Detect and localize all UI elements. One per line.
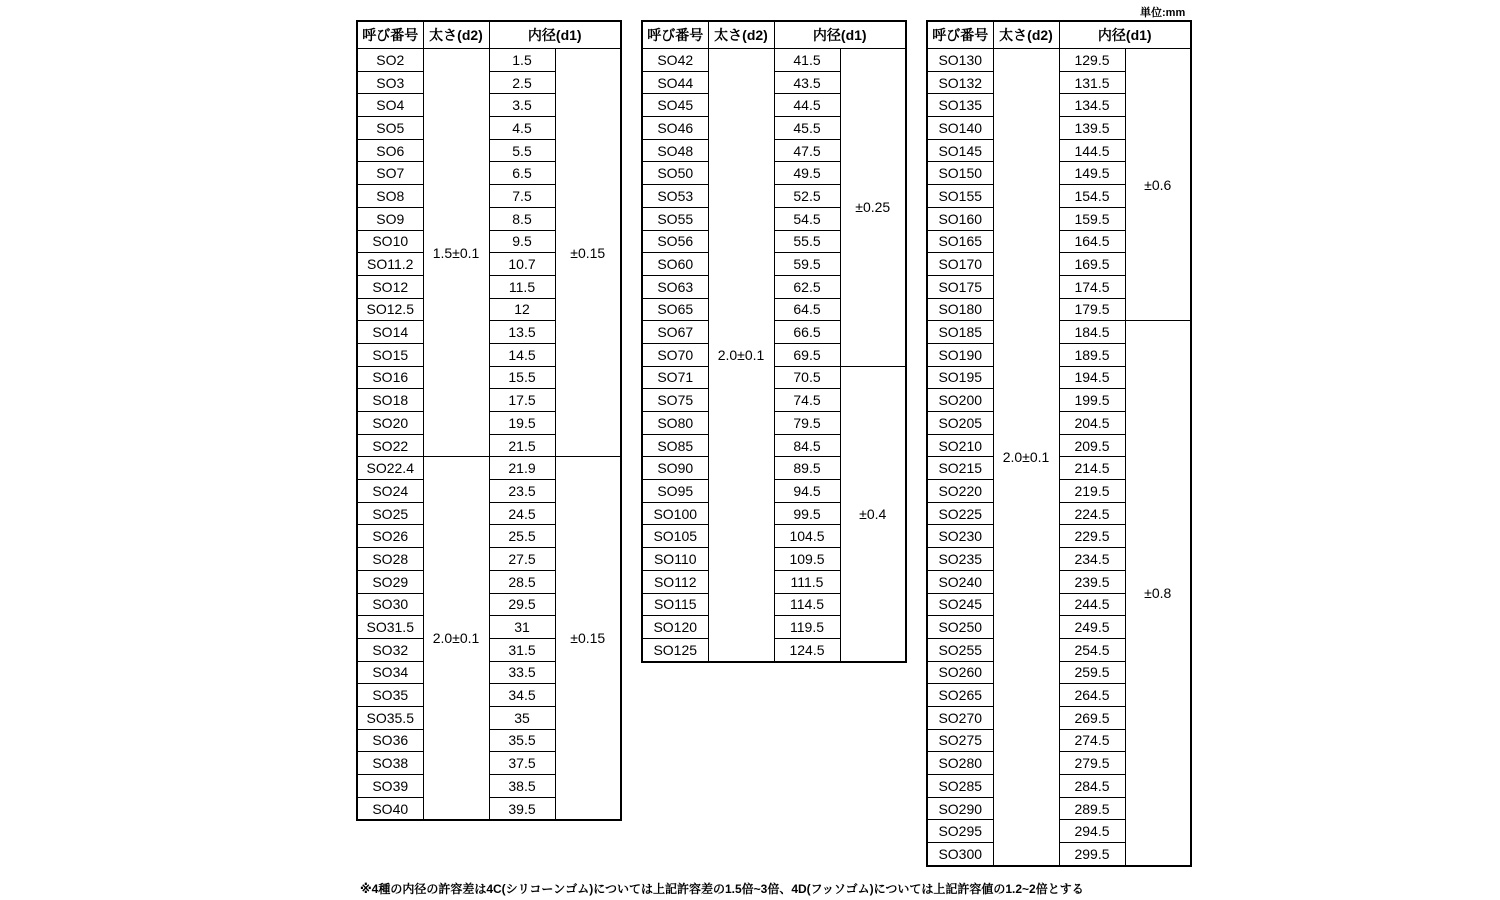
nominal-cell: SO265 [927, 684, 993, 707]
header-nominal: 呼び番号 [927, 21, 993, 49]
inner-diameter-cell: 27.5 [489, 548, 555, 571]
nominal-cell: SO5 [357, 117, 423, 140]
inner-diameter-cell: 259.5 [1059, 661, 1125, 684]
nominal-cell: SO115 [642, 593, 708, 616]
inner-diameter-cell: 279.5 [1059, 752, 1125, 775]
nominal-cell: SO36 [357, 729, 423, 752]
nominal-cell: SO6 [357, 139, 423, 162]
nominal-cell: SO3 [357, 71, 423, 94]
inner-diameter-cell: 23.5 [489, 480, 555, 503]
table-header-row [357, 21, 621, 49]
inner-diameter-cell: 79.5 [774, 412, 840, 435]
inner-diameter-cell: 25.5 [489, 525, 555, 548]
nominal-cell: SO275 [927, 729, 993, 752]
nominal-cell: SO9 [357, 207, 423, 230]
inner-diameter-cell: 33.5 [489, 661, 555, 684]
inner-diameter-cell: 109.5 [774, 548, 840, 571]
nominal-cell: SO120 [642, 616, 708, 639]
nominal-cell: SO50 [642, 162, 708, 185]
inner-diameter-cell: 7.5 [489, 185, 555, 208]
nominal-cell: SO140 [927, 117, 993, 140]
header-nominal: 呼び番号 [357, 21, 423, 49]
inner-diameter-cell: 69.5 [774, 343, 840, 366]
nominal-cell: SO235 [927, 548, 993, 571]
header-nominal: 呼び番号 [642, 21, 708, 49]
thickness-cell: 2.0±0.1 [993, 49, 1059, 866]
header-thickness: 太さ(d2) [708, 21, 774, 49]
nominal-cell: SO95 [642, 480, 708, 503]
nominal-cell: SO4 [357, 94, 423, 117]
inner-diameter-cell: 55.5 [774, 230, 840, 253]
inner-diameter-cell: 169.5 [1059, 253, 1125, 276]
nominal-cell: SO67 [642, 321, 708, 344]
nominal-cell: SO18 [357, 389, 423, 412]
inner-diameter-cell: 38.5 [489, 775, 555, 798]
nominal-cell: SO255 [927, 638, 993, 661]
nominal-cell: SO135 [927, 94, 993, 117]
inner-diameter-cell: 52.5 [774, 185, 840, 208]
inner-diameter-cell: 29.5 [489, 593, 555, 616]
inner-diameter-cell: 89.5 [774, 457, 840, 480]
inner-diameter-cell: 199.5 [1059, 389, 1125, 412]
inner-diameter-cell: 62.5 [774, 275, 840, 298]
inner-diameter-cell: 31.5 [489, 638, 555, 661]
header-inner-diameter: 内径(d1) [1059, 21, 1191, 49]
nominal-cell: SO14 [357, 321, 423, 344]
nominal-cell: SO245 [927, 593, 993, 616]
inner-diameter-cell: 31 [489, 616, 555, 639]
inner-diameter-cell: 21.5 [489, 434, 555, 457]
header-inner-diameter: 内径(d1) [489, 21, 621, 49]
inner-diameter-cell: 41.5 [774, 49, 840, 72]
inner-diameter-cell: 139.5 [1059, 117, 1125, 140]
nominal-cell: SO190 [927, 343, 993, 366]
nominal-cell: SO16 [357, 366, 423, 389]
nominal-cell: SO31.5 [357, 616, 423, 639]
inner-diameter-cell: 129.5 [1059, 49, 1125, 72]
inner-diameter-cell: 45.5 [774, 117, 840, 140]
inner-diameter-cell: 3.5 [489, 94, 555, 117]
header-thickness: 太さ(d2) [423, 21, 489, 49]
inner-diameter-cell: 54.5 [774, 207, 840, 230]
nominal-cell: SO160 [927, 207, 993, 230]
inner-diameter-cell: 174.5 [1059, 275, 1125, 298]
nominal-cell: SO48 [642, 139, 708, 162]
inner-diameter-cell: 184.5 [1059, 321, 1125, 344]
nominal-cell: SO34 [357, 661, 423, 684]
inner-diameter-cell: 70.5 [774, 366, 840, 389]
thickness-cell: 2.0±0.1 [423, 457, 489, 821]
inner-diameter-cell: 34.5 [489, 684, 555, 707]
nominal-cell: SO30 [357, 593, 423, 616]
nominal-cell: SO29 [357, 570, 423, 593]
inner-diameter-cell: 119.5 [774, 616, 840, 639]
inner-diameter-cell: 6.5 [489, 162, 555, 185]
footnote: ※4種の内径の許容差は4C(シリコーンゴム)については上記許容差の1.5倍~3倍、4D(フッソゴム)については上記許容値の1.2~2倍とする [360, 882, 1084, 896]
nominal-cell: SO220 [927, 480, 993, 503]
nominal-cell: SO25 [357, 502, 423, 525]
nominal-cell: SO270 [927, 706, 993, 729]
nominal-cell: SO8 [357, 185, 423, 208]
nominal-cell: SO10 [357, 230, 423, 253]
nominal-cell: SO215 [927, 457, 993, 480]
nominal-cell: SO20 [357, 412, 423, 435]
inner-diameter-cell: 124.5 [774, 638, 840, 661]
tolerance-cell: ±0.25 [840, 49, 906, 367]
inner-diameter-cell: 289.5 [1059, 797, 1125, 820]
nominal-cell: SO45 [642, 94, 708, 117]
inner-diameter-cell: 5.5 [489, 139, 555, 162]
nominal-cell: SO180 [927, 298, 993, 321]
inner-diameter-cell: 1.5 [489, 49, 555, 72]
nominal-cell: SO38 [357, 752, 423, 775]
inner-diameter-cell: 224.5 [1059, 502, 1125, 525]
inner-diameter-cell: 28.5 [489, 570, 555, 593]
nominal-cell: SO130 [927, 49, 993, 72]
nominal-cell: SO75 [642, 389, 708, 412]
nominal-cell: SO22 [357, 434, 423, 457]
inner-diameter-cell: 14.5 [489, 343, 555, 366]
table-row [927, 321, 1191, 344]
nominal-cell: SO55 [642, 207, 708, 230]
inner-diameter-cell: 264.5 [1059, 684, 1125, 707]
inner-diameter-cell: 244.5 [1059, 593, 1125, 616]
inner-diameter-cell: 179.5 [1059, 298, 1125, 321]
inner-diameter-cell: 204.5 [1059, 412, 1125, 435]
nominal-cell: SO35.5 [357, 706, 423, 729]
nominal-cell: SO42 [642, 49, 708, 72]
inner-diameter-cell: 114.5 [774, 593, 840, 616]
nominal-cell: SO260 [927, 661, 993, 684]
inner-diameter-cell: 9.5 [489, 230, 555, 253]
table-row [927, 49, 1191, 72]
inner-diameter-cell: 11.5 [489, 275, 555, 298]
nominal-cell: SO165 [927, 230, 993, 253]
nominal-cell: SO145 [927, 139, 993, 162]
tolerance-cell: ±0.4 [840, 366, 906, 661]
inner-diameter-cell: 104.5 [774, 525, 840, 548]
inner-diameter-cell: 19.5 [489, 412, 555, 435]
nominal-cell: SO90 [642, 457, 708, 480]
nominal-cell: SO185 [927, 321, 993, 344]
inner-diameter-cell: 24.5 [489, 502, 555, 525]
nominal-cell: SO60 [642, 253, 708, 276]
nominal-cell: SO110 [642, 548, 708, 571]
nominal-cell: SO44 [642, 71, 708, 94]
nominal-cell: SO80 [642, 412, 708, 435]
inner-diameter-cell: 74.5 [774, 389, 840, 412]
inner-diameter-cell: 35.5 [489, 729, 555, 752]
nominal-cell: SO150 [927, 162, 993, 185]
nominal-cell: SO100 [642, 502, 708, 525]
nominal-cell: SO24 [357, 480, 423, 503]
tolerance-cell: ±0.6 [1125, 49, 1191, 321]
inner-diameter-cell: 15.5 [489, 366, 555, 389]
table-header-row [927, 21, 1191, 49]
nominal-cell: SO300 [927, 843, 993, 866]
inner-diameter-cell: 44.5 [774, 94, 840, 117]
inner-diameter-cell: 254.5 [1059, 638, 1125, 661]
header-inner-diameter: 内径(d1) [774, 21, 906, 49]
nominal-cell: SO112 [642, 570, 708, 593]
nominal-cell: SO170 [927, 253, 993, 276]
inner-diameter-cell: 134.5 [1059, 94, 1125, 117]
inner-diameter-cell: 17.5 [489, 389, 555, 412]
nominal-cell: SO205 [927, 412, 993, 435]
inner-diameter-cell: 13.5 [489, 321, 555, 344]
inner-diameter-cell: 144.5 [1059, 139, 1125, 162]
nominal-cell: SO63 [642, 275, 708, 298]
nominal-cell: SO28 [357, 548, 423, 571]
inner-diameter-cell: 149.5 [1059, 162, 1125, 185]
inner-diameter-cell: 66.5 [774, 321, 840, 344]
inner-diameter-cell: 64.5 [774, 298, 840, 321]
nominal-cell: SO2 [357, 49, 423, 72]
nominal-cell: SO210 [927, 434, 993, 457]
table-row [357, 49, 621, 72]
inner-diameter-cell: 4.5 [489, 117, 555, 140]
nominal-cell: SO240 [927, 570, 993, 593]
inner-diameter-cell: 12 [489, 298, 555, 321]
nominal-cell: SO12.5 [357, 298, 423, 321]
inner-diameter-cell: 154.5 [1059, 185, 1125, 208]
nominal-cell: SO7 [357, 162, 423, 185]
nominal-cell: SO225 [927, 502, 993, 525]
table-row [357, 457, 621, 480]
inner-diameter-cell: 49.5 [774, 162, 840, 185]
nominal-cell: SO285 [927, 775, 993, 798]
inner-diameter-cell: 284.5 [1059, 775, 1125, 798]
inner-diameter-cell: 8.5 [489, 207, 555, 230]
nominal-cell: SO155 [927, 185, 993, 208]
nominal-cell: SO71 [642, 366, 708, 389]
nominal-cell: SO22.4 [357, 457, 423, 480]
inner-diameter-cell: 274.5 [1059, 729, 1125, 752]
inner-diameter-cell: 164.5 [1059, 230, 1125, 253]
inner-diameter-cell: 84.5 [774, 434, 840, 457]
tolerance-cell: ±0.8 [1125, 321, 1191, 866]
inner-diameter-cell: 269.5 [1059, 706, 1125, 729]
oring-size-table-2 [641, 20, 907, 663]
inner-diameter-cell: 39.5 [489, 797, 555, 820]
inner-diameter-cell: 2.5 [489, 71, 555, 94]
tolerance-cell: ±0.15 [555, 457, 621, 821]
inner-diameter-cell: 43.5 [774, 71, 840, 94]
nominal-cell: SO53 [642, 185, 708, 208]
inner-diameter-cell: 234.5 [1059, 548, 1125, 571]
nominal-cell: SO26 [357, 525, 423, 548]
inner-diameter-cell: 159.5 [1059, 207, 1125, 230]
inner-diameter-cell: 37.5 [489, 752, 555, 775]
nominal-cell: SO230 [927, 525, 993, 548]
inner-diameter-cell: 59.5 [774, 253, 840, 276]
inner-diameter-cell: 229.5 [1059, 525, 1125, 548]
header-thickness: 太さ(d2) [993, 21, 1059, 49]
nominal-cell: SO125 [642, 638, 708, 661]
nominal-cell: SO40 [357, 797, 423, 820]
oring-size-table-1 [356, 20, 622, 821]
inner-diameter-cell: 111.5 [774, 570, 840, 593]
nominal-cell: SO15 [357, 343, 423, 366]
inner-diameter-cell: 35 [489, 706, 555, 729]
nominal-cell: SO12 [357, 275, 423, 298]
inner-diameter-cell: 219.5 [1059, 480, 1125, 503]
inner-diameter-cell: 294.5 [1059, 820, 1125, 843]
inner-diameter-cell: 131.5 [1059, 71, 1125, 94]
table-row [642, 366, 906, 389]
oring-size-table-3 [926, 20, 1192, 867]
nominal-cell: SO290 [927, 797, 993, 820]
thickness-cell: 2.0±0.1 [708, 49, 774, 662]
nominal-cell: SO11.2 [357, 253, 423, 276]
nominal-cell: SO65 [642, 298, 708, 321]
nominal-cell: SO200 [927, 389, 993, 412]
table-header-row [642, 21, 906, 49]
unit-label: 単位:mm [1140, 7, 1186, 19]
inner-diameter-cell: 239.5 [1059, 570, 1125, 593]
nominal-cell: SO35 [357, 684, 423, 707]
nominal-cell: SO250 [927, 616, 993, 639]
inner-diameter-cell: 214.5 [1059, 457, 1125, 480]
inner-diameter-cell: 47.5 [774, 139, 840, 162]
nominal-cell: SO105 [642, 525, 708, 548]
inner-diameter-cell: 249.5 [1059, 616, 1125, 639]
inner-diameter-cell: 299.5 [1059, 843, 1125, 866]
tolerance-cell: ±0.15 [555, 49, 621, 457]
nominal-cell: SO132 [927, 71, 993, 94]
inner-diameter-cell: 209.5 [1059, 434, 1125, 457]
nominal-cell: SO295 [927, 820, 993, 843]
thickness-cell: 1.5±0.1 [423, 49, 489, 457]
nominal-cell: SO32 [357, 638, 423, 661]
nominal-cell: SO70 [642, 343, 708, 366]
inner-diameter-cell: 21.9 [489, 457, 555, 480]
inner-diameter-cell: 189.5 [1059, 343, 1125, 366]
inner-diameter-cell: 99.5 [774, 502, 840, 525]
nominal-cell: SO195 [927, 366, 993, 389]
nominal-cell: SO280 [927, 752, 993, 775]
nominal-cell: SO39 [357, 775, 423, 798]
nominal-cell: SO56 [642, 230, 708, 253]
inner-diameter-cell: 194.5 [1059, 366, 1125, 389]
table-row [642, 49, 906, 72]
nominal-cell: SO46 [642, 117, 708, 140]
inner-diameter-cell: 94.5 [774, 480, 840, 503]
nominal-cell: SO85 [642, 434, 708, 457]
nominal-cell: SO175 [927, 275, 993, 298]
inner-diameter-cell: 10.7 [489, 253, 555, 276]
